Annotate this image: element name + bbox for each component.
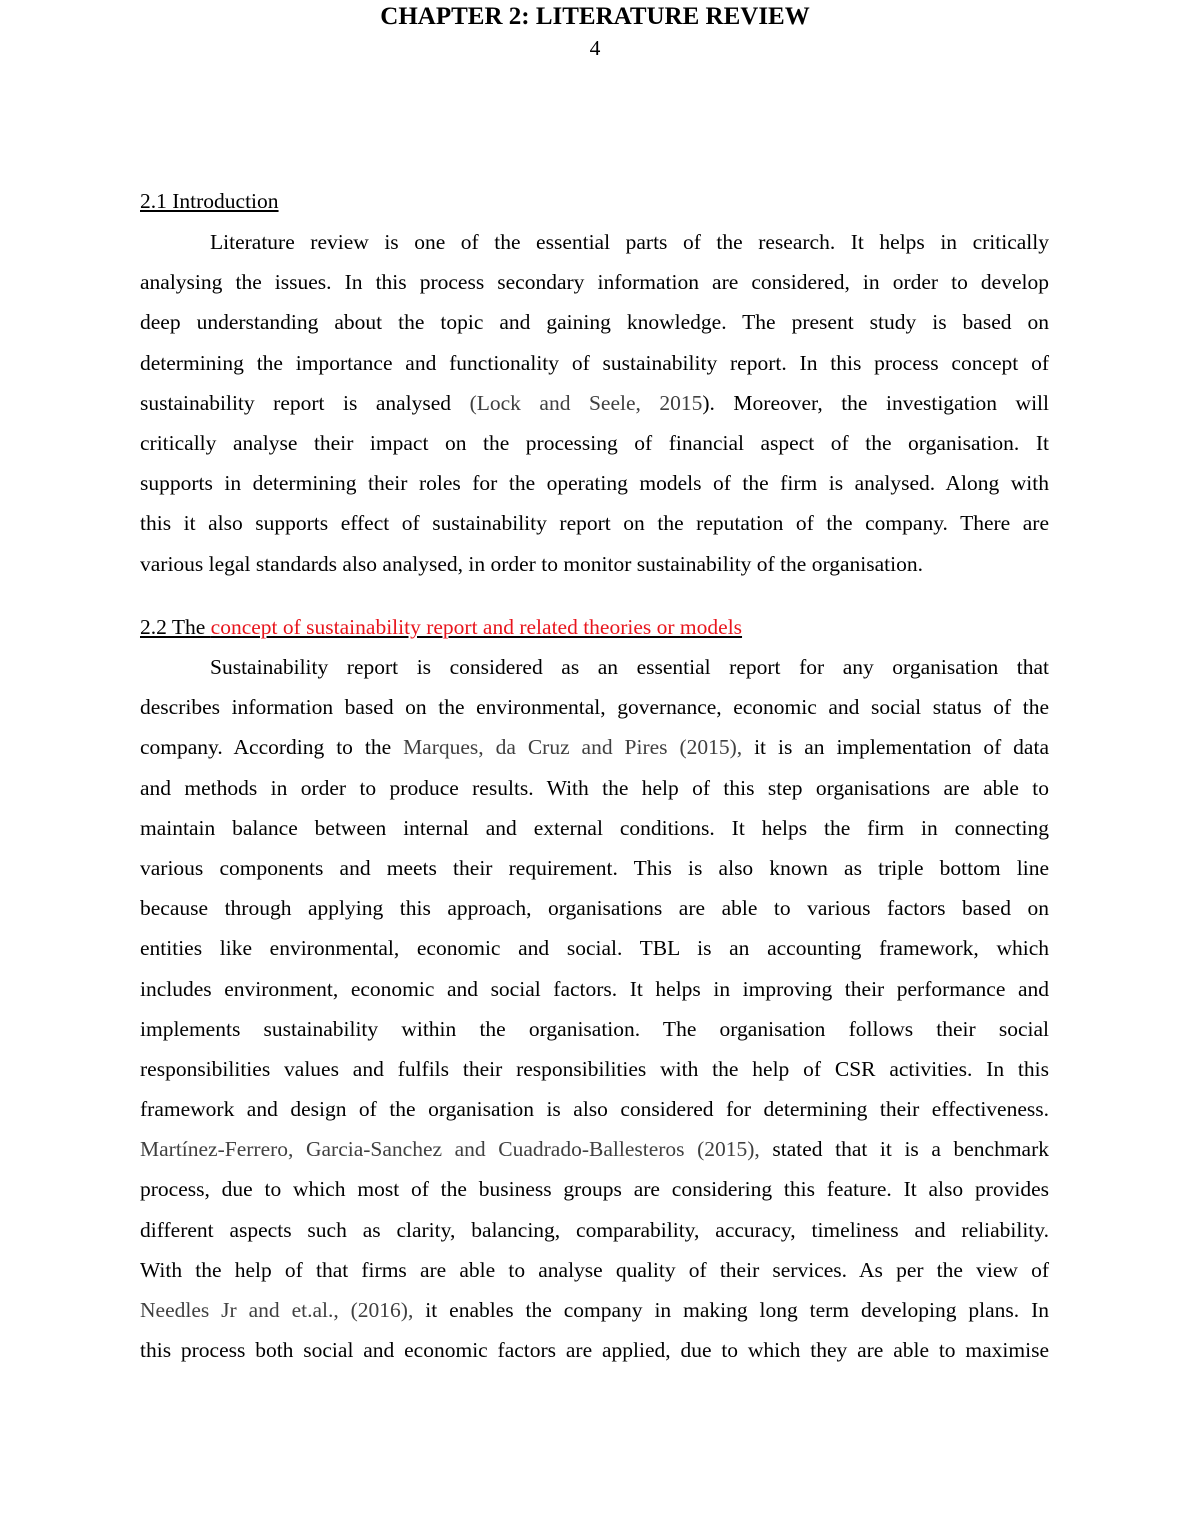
text-segment: because through applying this approach, organisations are able to various factors based on: [140, 896, 1049, 921]
citation: Martínez-Ferrero, Garcia-Sanchez and Cuadrado-Ballesteros (2015),: [140, 1137, 760, 1162]
text-line: [140, 1049, 1049, 1089]
text-line: [140, 1089, 1049, 1129]
citation: Marques, da Cruz and Pires (2015),: [403, 735, 743, 760]
text-segment: sustainability report is analysed: [140, 390, 470, 415]
text-line: [140, 1250, 1049, 1290]
text-line: [140, 647, 1049, 687]
text-segment: it enables the company in making long term developing plans. In: [413, 1298, 1050, 1322]
text-line: [140, 544, 1049, 584]
text-line: [140, 727, 1049, 767]
text-line: [140, 888, 1049, 928]
paragraph-introduction: [140, 222, 1049, 584]
text-segment: company. According to the: [140, 735, 404, 760]
text-segment: stated that it is a benchmark: [759, 1137, 1050, 1162]
text-segment: Literature review is one of the essential parts of the research. It helps in critically: [210, 230, 1049, 254]
text-line: [140, 302, 1049, 342]
text-line: [140, 687, 1049, 727]
text-line: [140, 463, 1049, 503]
text-segment: With the help of that firms are able to analyse quality of their services. As per the view of: [140, 1257, 1049, 1282]
text-segment: deep understanding about the topic and gaining knowledge. The present study is based on: [140, 310, 1049, 335]
text-segment: ). Moreover, the investigation will: [702, 390, 1049, 415]
text-segment: responsibilities values and fulfils their responsibilities with the help of CSR activities. In this: [140, 1056, 1049, 1081]
chapter-title: CHAPTER 2: LITERATURE REVIEW: [380, 3, 810, 30]
text-line: [140, 768, 1049, 808]
text-segment: maintain balance between internal and external conditions. It helps the firm in connecting: [140, 815, 1049, 840]
text-line: [140, 262, 1049, 302]
section-heading-concept: [140, 614, 1049, 640]
text-line: [140, 423, 1049, 463]
text-segment: critically analyse their impact on the processing of financial aspect of the organisation. It: [140, 430, 1049, 455]
text-line: [140, 1169, 1049, 1209]
text-line: [140, 1009, 1049, 1049]
text-line: [140, 1210, 1049, 1250]
text-line: [140, 343, 1049, 383]
text-line: [140, 1330, 1049, 1370]
text-segment: supports in determining their roles for the operating models of the firm is analysed. Along with: [140, 471, 1049, 496]
text-segment: and methods in order to produce results. With the help of this step organisations are able to: [140, 775, 1049, 800]
text-line: [140, 383, 1049, 423]
text-segment: various components and meets their requirement. This is also known as triple bottom line: [140, 855, 1049, 880]
text-segment: includes environment, economic and social factors. It helps in improving their performance and: [140, 976, 1049, 1001]
text-segment: analysing the issues. In this process secondary information are considered, in order to develop: [140, 270, 1049, 295]
text-line: [140, 503, 1049, 543]
text-line: [140, 969, 1049, 1009]
text-segment: framework and design of the organisation is also considered for determining their effectiveness.: [140, 1097, 1049, 1122]
heading-highlighted-text: concept of sustainability report and related theories or models: [210, 615, 743, 639]
section-heading-introduction: 2.1 Introduction: [140, 189, 279, 213]
text-segment: this it also supports effect of sustainability report on the reputation of the company. There are: [140, 511, 1049, 536]
text-segment: different aspects such as clarity, balancing, comparability, accuracy, timeliness and reliability.: [140, 1217, 1049, 1242]
text-segment: implements sustainability within the organisation. The organisation follows their social: [140, 1016, 1049, 1041]
text-segment: this process both social and economic factors are applied, due to which they are able to maximise: [140, 1338, 1049, 1363]
text-line: [140, 1290, 1049, 1330]
text-segment: determining the importance and functionality of sustainability report. In this process concept of: [140, 350, 1049, 375]
text-segment: process, due to which most of the business groups are considering this feature. It also provides: [140, 1177, 1049, 1202]
text-segment: Sustainability report is considered as an essential report for any organisation that: [210, 655, 1049, 679]
text-segment: describes information based on the environmental, governance, economic and social status of the: [140, 695, 1049, 720]
text-segment: it is an implementation of data: [742, 735, 1049, 760]
citation: (Lock and Seele, 2015: [469, 390, 703, 415]
text-line: [140, 808, 1049, 848]
text-line: [140, 222, 1049, 262]
text-segment: various legal standards also analysed, in order to monitor sustainability of the organisation.: [140, 551, 923, 576]
text-line: [140, 1129, 1049, 1169]
text-line: [140, 928, 1049, 968]
paragraph-concept: [140, 647, 1049, 1370]
heading-prefix: 2.2 The: [140, 615, 211, 639]
text-line: [140, 848, 1049, 888]
page-number: 4: [589, 36, 601, 60]
citation: Needles Jr and et.al., (2016),: [140, 1298, 414, 1322]
text-segment: entities like environmental, economic and social. TBL is an accounting framework, which: [140, 936, 1049, 961]
